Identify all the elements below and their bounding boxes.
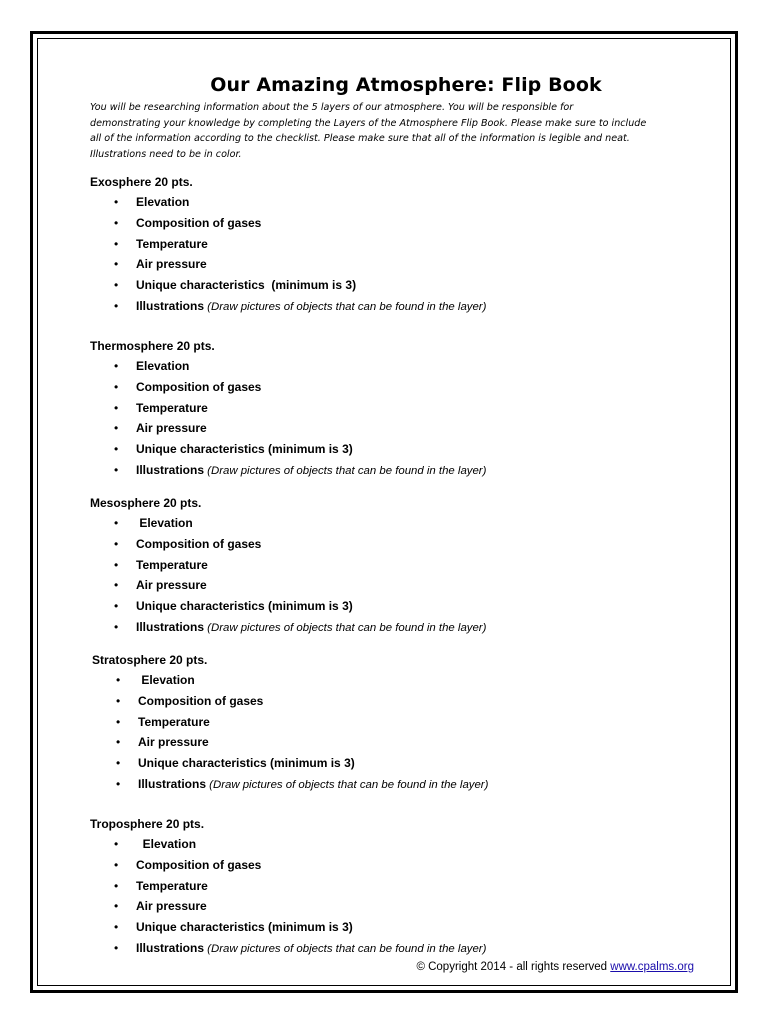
layer-section [90,337,710,481]
checklist-item [90,876,710,897]
checklist-item-text [136,234,208,255]
checklist-item-text [138,712,210,733]
checklist-item-label: Elevation [136,359,190,373]
checklist-item-label: Elevation [138,673,195,687]
checklist-item-label: Unique characteristics (minimum is 3) [136,442,353,457]
checklist-item-label: Composition of gases [136,379,262,394]
checklist-item [90,855,710,876]
checklist-item-text [136,192,189,213]
bullet-icon: • [114,857,119,872]
section-heading: Exosphere 20 pts. [90,175,193,189]
checklist-item [90,254,710,275]
checklist-item-label: Unique characteristics (minimum is 3) [138,756,355,771]
bullet-icon: • [114,837,119,851]
checklist-item-label: Air pressure [136,578,207,593]
bullet-icon: • [114,278,119,293]
bullet-icon: • [116,714,121,729]
bullet-icon: • [114,599,119,614]
checklist-item [90,575,710,596]
checklist-item-label: Composition of gases [136,857,262,872]
checklist-item-text [136,834,196,855]
bullet-icon: • [116,756,121,771]
layer-section [92,651,712,795]
checklist-item-text [136,917,353,938]
bullet-icon: • [114,442,119,457]
bullet-icon: • [114,578,119,593]
checklist-item-text [136,377,261,398]
checklist-item-text [136,513,193,534]
checklist-item-label: Composition of gases [136,536,262,551]
intro-paragraph [90,100,710,162]
checklist-item [90,896,710,917]
checklist-item-label: Unique characteristics (minimum is 3) [136,278,357,293]
checklist-item-text [136,213,261,234]
checklist-item-text [138,691,263,712]
intro-line: Illustrations need to be in color. [90,148,242,160]
checklist-item [90,418,710,439]
checklist-item-note: (Draw pictures of objects that can be found in the layer) [204,300,487,313]
checklist-item-label: Illustrations [136,940,205,955]
checklist-item-text [136,356,189,377]
layer-section [90,173,710,317]
bullet-icon: • [114,536,119,551]
checklist-item-text [136,460,486,482]
checklist-item-label: Air pressure [136,899,207,914]
checklist-item [92,691,712,712]
copyright-footer [416,961,694,973]
checklist-item-text [138,774,488,796]
checklist-item-label: Composition of gases [138,693,264,708]
checklist-item-text [136,296,486,318]
bullet-icon: • [116,735,121,750]
checklist-item-label: Illustrations [136,619,205,634]
checklist-item [90,617,710,638]
checklist-item [92,670,712,691]
checklist-item-label: Unique characteristics (minimum is 3) [136,599,353,614]
checklist-item-label: Temperature [136,557,208,572]
bullet-icon: • [114,878,119,893]
checklist-item [90,534,710,555]
checklist-item [90,917,710,938]
intro-line: all of the information according to the checklist. Please make sure that all of the information is legible and neat. [90,133,630,144]
section-heading: Troposphere 20 pts. [90,817,205,831]
bullet-icon: • [116,776,121,791]
checklist-item-text [136,617,486,639]
bullet-icon: • [114,421,119,436]
bullet-icon: • [116,693,121,708]
checklist-item-text [136,439,353,460]
checklist-item-label: Elevation [136,837,197,851]
bullet-icon: • [114,920,119,935]
checklist-item [92,712,712,733]
checklist-item-label: Temperature [136,400,208,415]
checklist-item-note: (Draw pictures of objects that can be found in the layer) [204,464,487,477]
checklist-item [90,513,710,534]
section-heading: Stratosphere 20 pts. [92,653,208,667]
checklist-item-label: Elevation [136,195,190,209]
bullet-icon: • [114,940,119,955]
checklist-item-note: (Draw pictures of objects that can be found in the layer) [204,942,487,955]
checklist-item [90,234,710,255]
checklist-item-label: Air pressure [136,421,207,436]
bullet-icon: • [114,236,119,251]
checklist-item-label: Illustrations [136,298,205,313]
checklist-item-label: Illustrations [138,776,207,791]
checklist-item-text [136,596,353,617]
bullet-icon: • [114,359,119,373]
copyright-text: © Copyright 2014 - all rights reserved [416,961,611,973]
checklist-item [90,596,710,617]
bullet-icon: • [116,673,121,687]
checklist-item-label: Temperature [136,236,208,251]
checklist-item [92,774,712,795]
checklist-item [90,192,710,213]
checklist-item-label: Elevation [136,516,193,530]
checklist-item [92,732,712,753]
bullet-icon: • [114,215,119,230]
checklist-item-text [136,275,356,296]
checklist-item-label: Air pressure [138,735,209,750]
layer-section [90,815,710,959]
checklist-item-text [136,938,486,960]
checklist-item-text [138,753,355,774]
section-heading: Mesosphere 20 pts. [90,496,202,510]
cpalms-link[interactable]: www.cpalms.org [610,961,694,973]
checklist-item-text [136,855,261,876]
checklist-item-text [136,555,208,576]
checklist-item-note: (Draw pictures of objects that can be found in the layer) [206,778,489,791]
checklist-item [90,938,710,959]
checklist-item [90,377,710,398]
bullet-icon: • [114,379,119,394]
bullet-icon: • [114,400,119,415]
page-title: Our Amazing Atmosphere: Flip Book [210,74,602,96]
checklist-item-text [136,876,208,897]
bullet-icon: • [114,195,119,209]
checklist-item-text [136,254,207,275]
checklist-item [90,834,710,855]
bullet-icon: • [114,516,119,530]
bullet-icon: • [114,619,119,634]
section-heading: Thermosphere 20 pts. [90,339,215,353]
bullet-icon: • [114,462,119,477]
layer-section [90,494,710,638]
checklist-item-text [136,398,208,419]
checklist-item [90,398,710,419]
checklist-item-label: Composition of gases [136,215,262,230]
checklist-item [92,753,712,774]
checklist-item-text [136,418,207,439]
checklist-item [90,275,710,296]
intro-line: You will be researching information about the 5 layers of our atmosphere. You will be responsible for [90,102,574,113]
bullet-icon: • [114,899,119,914]
checklist-item [90,356,710,377]
checklist-item-label: Temperature [136,878,208,893]
checklist-item-text [136,896,207,917]
checklist-item [90,439,710,460]
checklist-item-text [138,732,209,753]
checklist-item-label: Illustrations [136,462,205,477]
checklist-item-text [136,534,261,555]
checklist-item-note: (Draw pictures of objects that can be found in the layer) [204,621,487,634]
bullet-icon: • [114,557,119,572]
checklist-item-label: Air pressure [136,257,207,272]
bullet-icon: • [114,257,119,272]
checklist-item-label: Unique characteristics (minimum is 3) [136,920,353,935]
checklist-item [90,296,710,317]
checklist-item [90,460,710,481]
checklist-item-text [136,575,207,596]
checklist-item [90,213,710,234]
checklist-item-label: Temperature [138,714,210,729]
checklist-item [90,555,710,576]
intro-line: demonstrating your knowledge by completing the Layers of the Atmosphere Flip Book. Please make sure to include [90,117,647,129]
checklist-item-text [138,670,195,691]
bullet-icon: • [114,298,119,313]
